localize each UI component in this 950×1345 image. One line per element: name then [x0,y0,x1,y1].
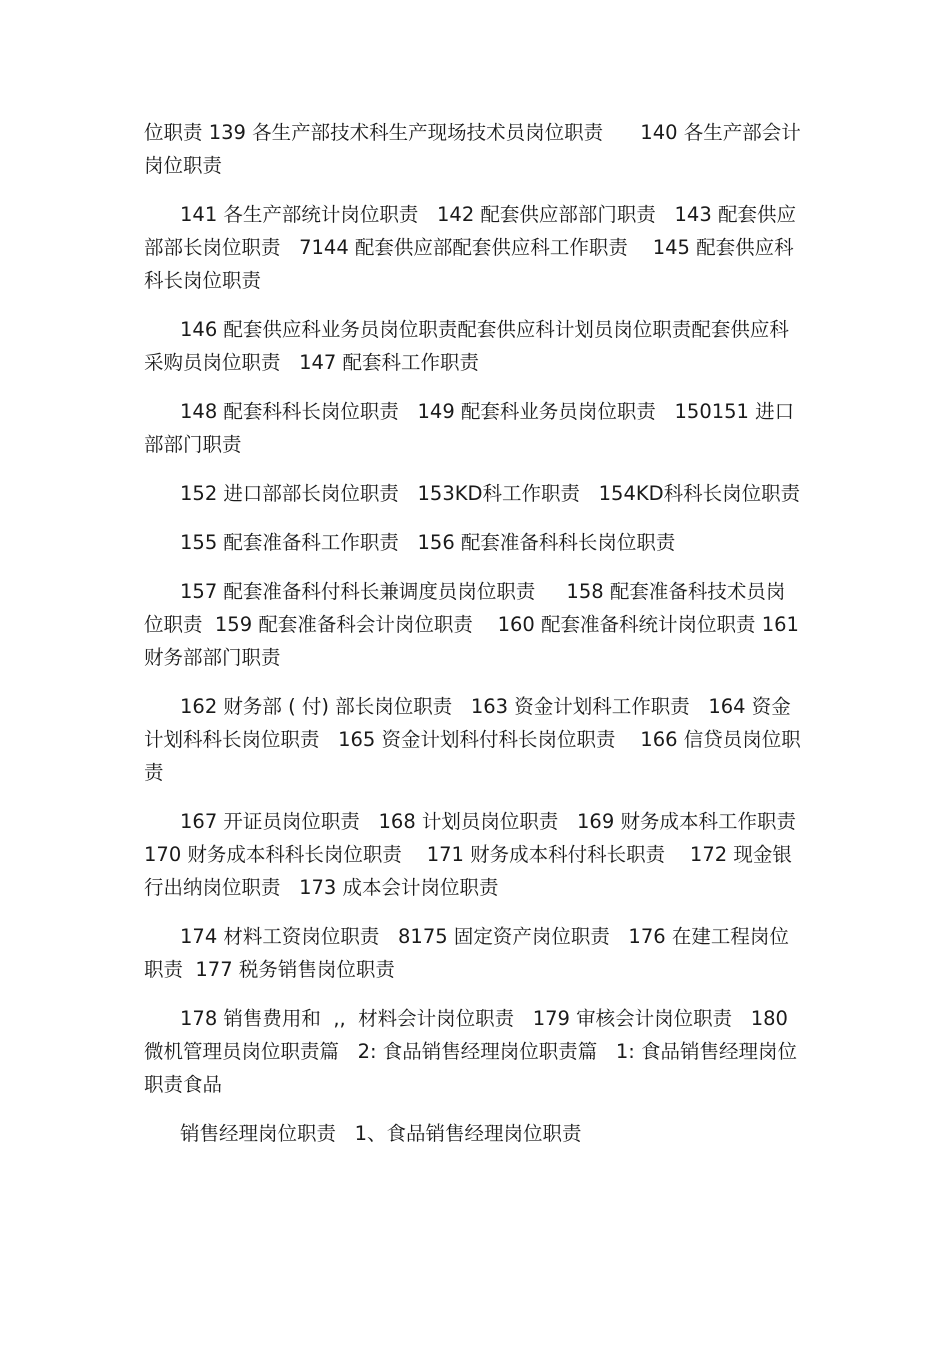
paragraph-12: 销售经理岗位职责 1、食品销售经理岗位职责 [180,1122,582,1145]
paragraph-7: 157 配套准备科付科长兼调度员岗位职责 158 配套准备科技术员岗位职责 159 配套准备科会计岗位职责 160 配套准备科统计岗位职责 161 财务部部门职责 [144,580,806,669]
paragraph-3: 146 配套供应科业务员岗位职责配套供应科计划员岗位职责配套供应科采购员岗位职责 147 配套科工作职责 [144,318,789,374]
paragraph-8: 162 财务部 ( 付) 部长岗位职责 163 资金计划科工作职责 164 资金计划科科长岗位职责 165 资金计划科付科长岗位职责 166 信贷员岗位职责 [144,695,801,784]
paragraph-5: 152 进口部部长岗位职责 153KD科工作职责 154KD科科长岗位职责 [180,482,801,505]
paragraph-9: 167 开证员岗位职责 168 计划员岗位职责 169 财务成本科工作职责 170 财务成本科科长岗位职责 171 财务成本科付科长职责 172 现金银行出纳岗位职责 173 成本会计岗位职责 [144,810,803,899]
paragraph-4: 148 配套科科长岗位职责 149 配套科业务员岗位职责 150151 进口部部门职责 [144,400,795,456]
paragraph-6: 155 配套准备科工作职责 156 配套准备科科长岗位职责 [180,531,676,554]
paragraph-1: 位职责 139 各生产部技术科生产现场技术员岗位职责 140 各生产部会计岗位职责 [144,121,801,177]
document-body [144,116,804,1166]
paragraph-11: 178 销售费用和 ,, 材料会计岗位职责 179 审核会计岗位职责 180 微机管理员岗位职责篇 2: 食品销售经理岗位职责篇 1: 食品销售经理岗位职责食品 [144,1007,798,1096]
paragraph-2: 141 各生产部统计岗位职责 142 配套供应部部门职责 143 配套供应部部长岗位职责 7144 配套供应部配套供应科工作职责 145 配套供应科科长岗位职责 [144,203,796,292]
paragraph-10: 174 材料工资岗位职责 8175 固定资产岗位职责 176 在建工程岗位职责 177 税务销售岗位职责 [144,925,789,981]
